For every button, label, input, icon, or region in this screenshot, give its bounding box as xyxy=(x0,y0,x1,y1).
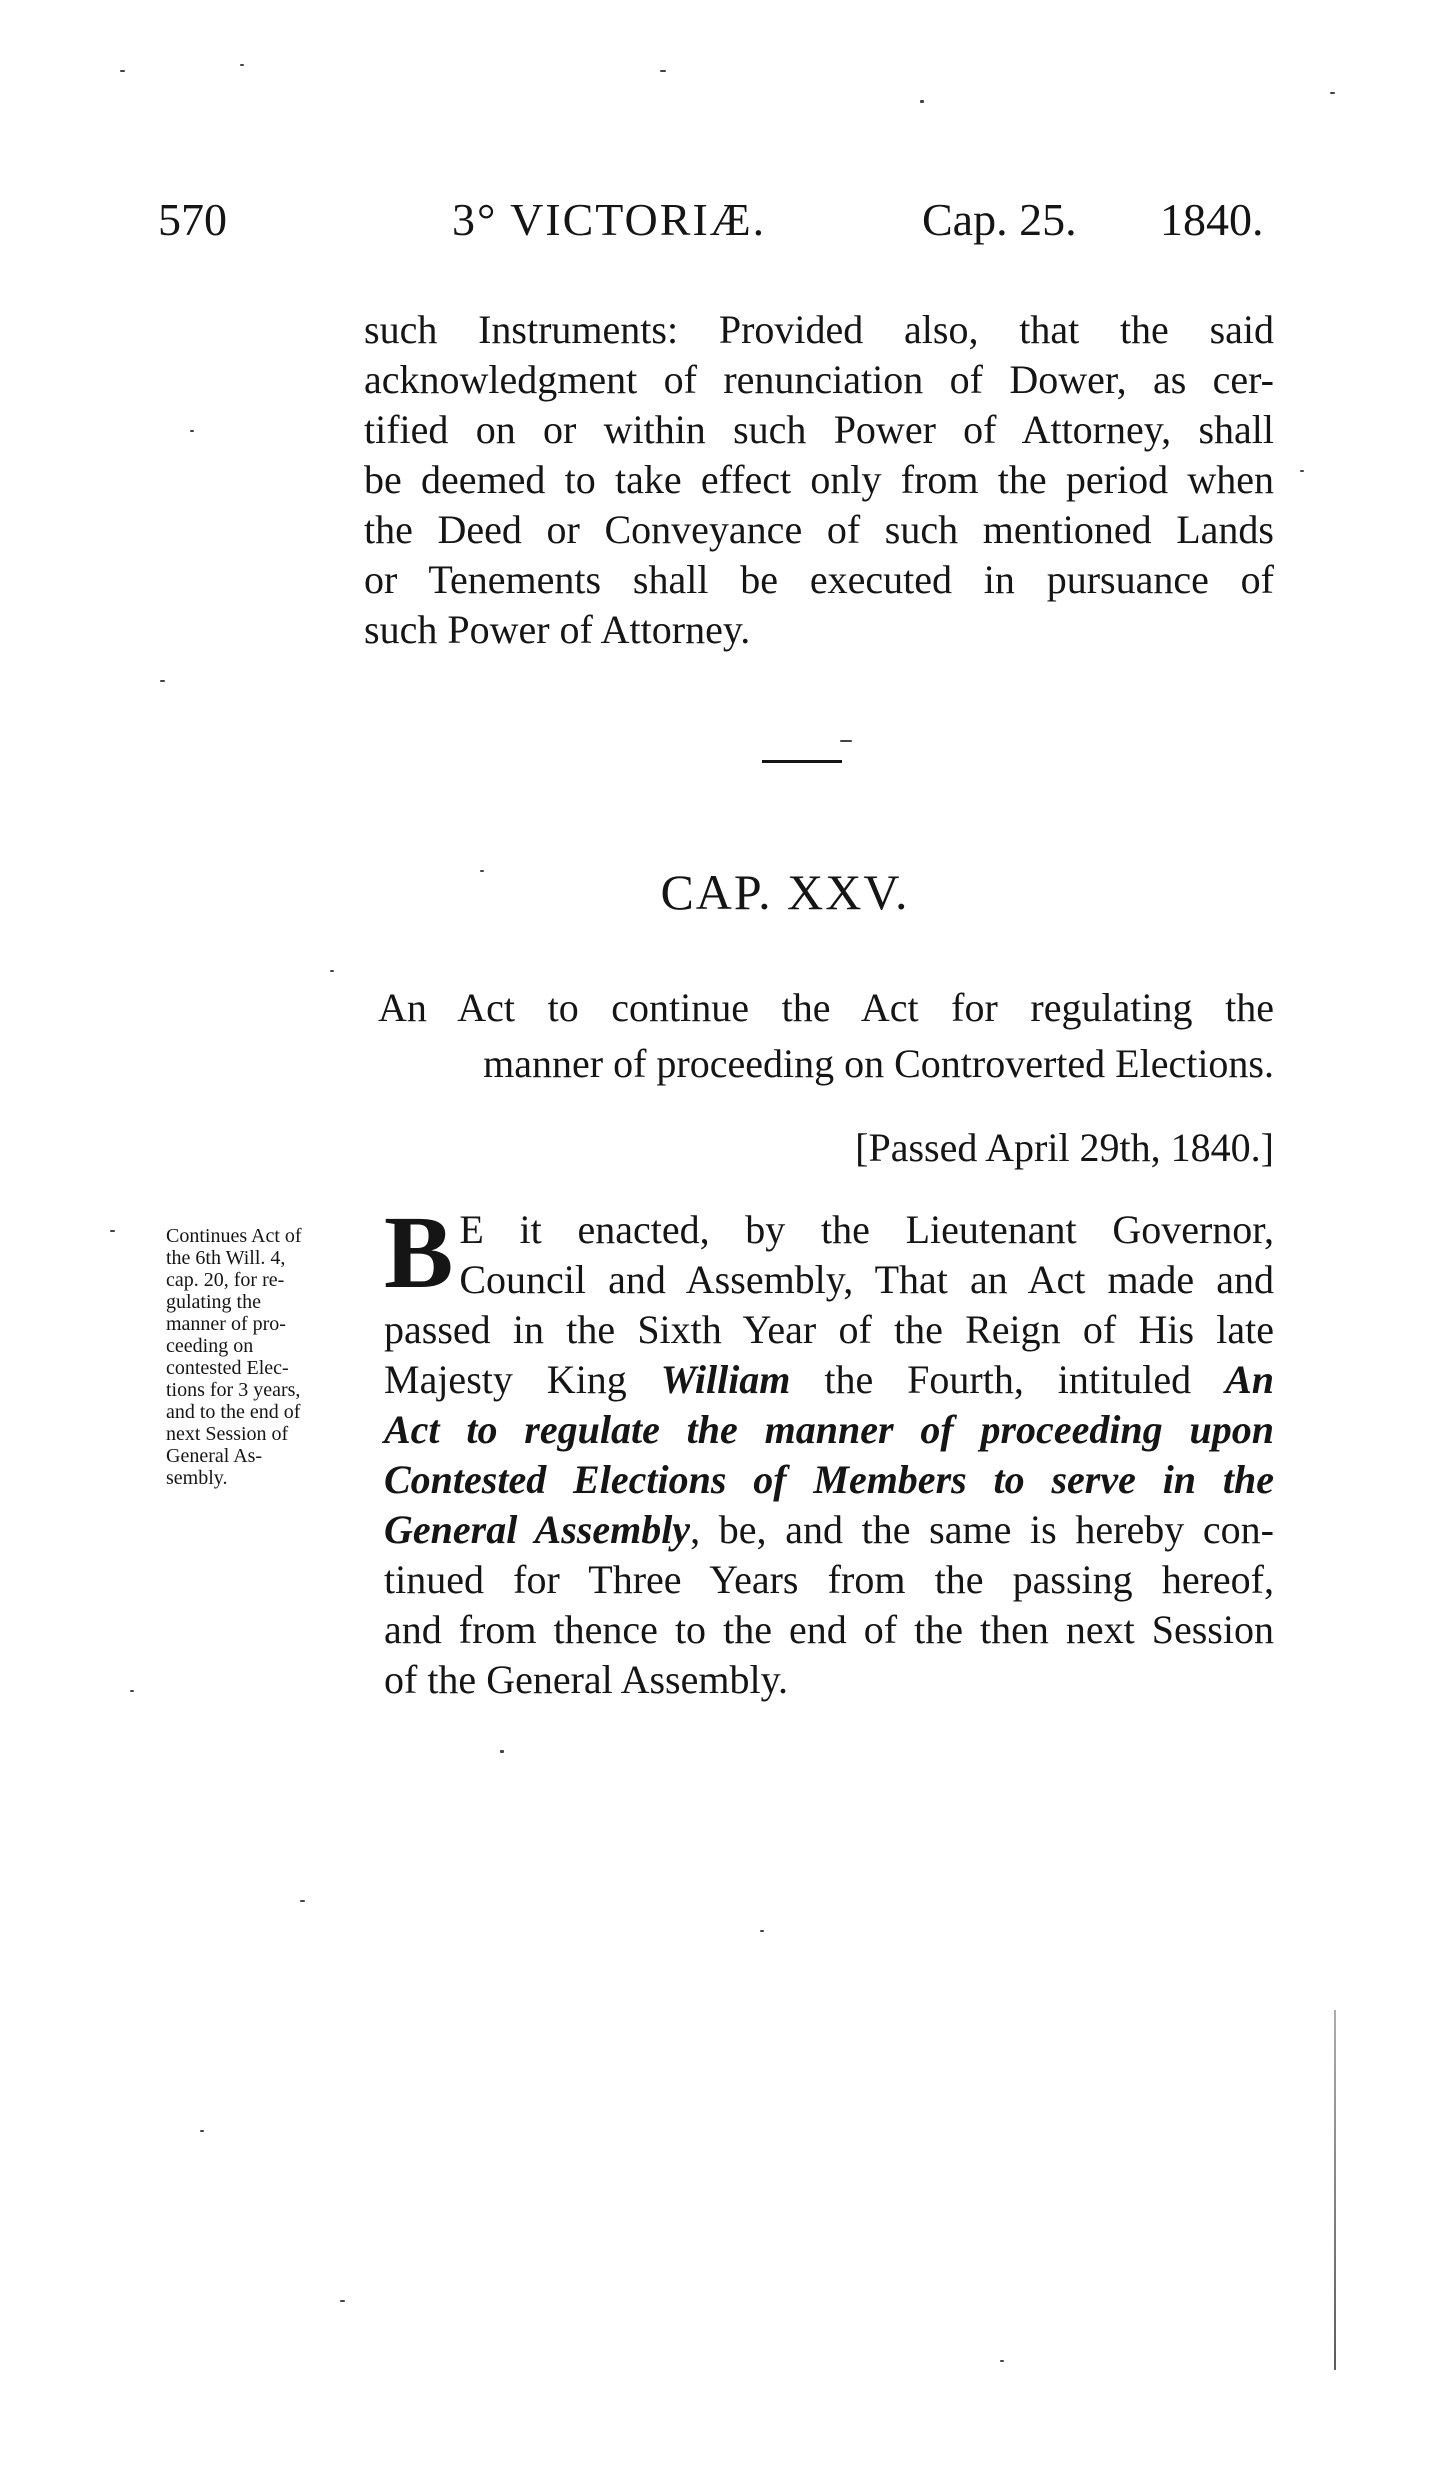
continued-text-block xyxy=(364,305,1274,655)
header-year: 1840. xyxy=(1160,194,1264,245)
text-line: passed in the Sixth Year of the Reign of His late xyxy=(384,1307,1274,1352)
text-line: tinued for Three Years from the passing hereof, xyxy=(384,1557,1274,1602)
text-line: of the General Assembly. xyxy=(384,1657,788,1702)
print-speck xyxy=(110,1230,115,1232)
print-speck xyxy=(920,100,924,103)
marginal-note-line: ceeding on xyxy=(166,1335,254,1357)
marginal-note xyxy=(166,1225,382,1489)
print-speck xyxy=(480,870,484,872)
print-speck xyxy=(300,1900,305,1902)
marginal-note-line: manner of pro- xyxy=(166,1313,286,1335)
act-title-line: An Act to continue the Act for regulating the xyxy=(378,985,1274,1030)
marginal-note-line: gulating the xyxy=(166,1291,261,1313)
text-run: Majesty King xyxy=(384,1357,661,1402)
text-run-italic: An xyxy=(1225,1357,1274,1402)
print-speck xyxy=(1300,470,1304,472)
text-run: the Fourth, intituled xyxy=(790,1357,1226,1402)
enacting-clause xyxy=(384,1195,1274,1705)
print-speck xyxy=(1330,92,1335,94)
act-title xyxy=(378,980,1274,1092)
print-speck xyxy=(160,680,165,682)
print-speck xyxy=(200,2130,204,2132)
marginal-note-line: General As- xyxy=(166,1445,263,1467)
text-line-italic: Contested Elections of Members to serve in the xyxy=(384,1457,1274,1502)
text-line xyxy=(384,1505,1274,1555)
marginal-note-line: cap. 20, for re- xyxy=(166,1269,285,1291)
text-line: acknowledgment of renunciation of Dower, as cer- xyxy=(364,357,1274,402)
print-speck xyxy=(840,740,852,742)
marginal-note-line: tions for 3 years, xyxy=(166,1379,301,1401)
section-divider xyxy=(762,760,842,763)
text-line: the Deed or Conveyance of such mentioned Lands xyxy=(364,507,1274,552)
regnal-title: 3° VICTORIÆ. xyxy=(452,194,767,245)
text-line-italic: Act to regulate the manner of proceeding upon xyxy=(384,1407,1274,1452)
print-speck xyxy=(240,64,244,66)
drop-cap: B xyxy=(384,1195,454,1310)
act-title-line: manner of proceeding on Controverted Elections. xyxy=(483,1041,1274,1086)
text-line: tified on or within such Power of Attorney, shall xyxy=(364,407,1274,452)
print-speck xyxy=(330,970,334,972)
page-edge-mark xyxy=(1334,2010,1336,2370)
text-line: be deemed to take effect only from the period when xyxy=(364,457,1274,502)
marginal-note-line: Continues Act of xyxy=(166,1225,302,1247)
text-run: , be, and the same is hereby con- xyxy=(690,1507,1274,1552)
marginal-note-line: next Session of xyxy=(166,1423,289,1445)
passed-date: [Passed April 29th, 1840.] xyxy=(855,1125,1274,1170)
print-speck xyxy=(660,70,666,72)
print-speck xyxy=(190,430,194,432)
text-line: E it enacted, by the Lieutenant Governor, xyxy=(459,1207,1274,1252)
print-speck xyxy=(1000,2360,1004,2362)
chapter-reference: Cap. 25. xyxy=(922,194,1077,245)
marginal-note-line: and to the end of xyxy=(166,1401,301,1423)
text-run-italic: William xyxy=(660,1357,791,1402)
marginal-note-line: sembly. xyxy=(166,1467,228,1489)
text-line: Council and Assembly, That an Act made and xyxy=(459,1257,1274,1302)
print-speck xyxy=(120,70,125,72)
marginal-note-line: the 6th Will. 4, xyxy=(166,1247,286,1269)
print-speck xyxy=(130,1690,134,1692)
print-speck xyxy=(340,2300,345,2302)
text-line: and from thence to the end of the then next Session xyxy=(384,1607,1274,1652)
print-speck xyxy=(500,1750,504,1753)
print-speck xyxy=(760,1930,764,1932)
text-line: such Power of Attorney. xyxy=(364,607,751,652)
marginal-note-line: contested Elec- xyxy=(166,1357,289,1379)
text-line xyxy=(384,1355,1274,1405)
chapter-heading: CAP. XXV. xyxy=(660,864,910,920)
text-run-italic: General Assembly xyxy=(384,1507,691,1552)
text-line: or Tenements shall be executed in pursuance of xyxy=(364,557,1274,602)
text-line: such Instruments: Provided also, that the said xyxy=(364,307,1274,352)
page-number: 570 xyxy=(158,194,227,245)
running-header xyxy=(140,190,1280,250)
